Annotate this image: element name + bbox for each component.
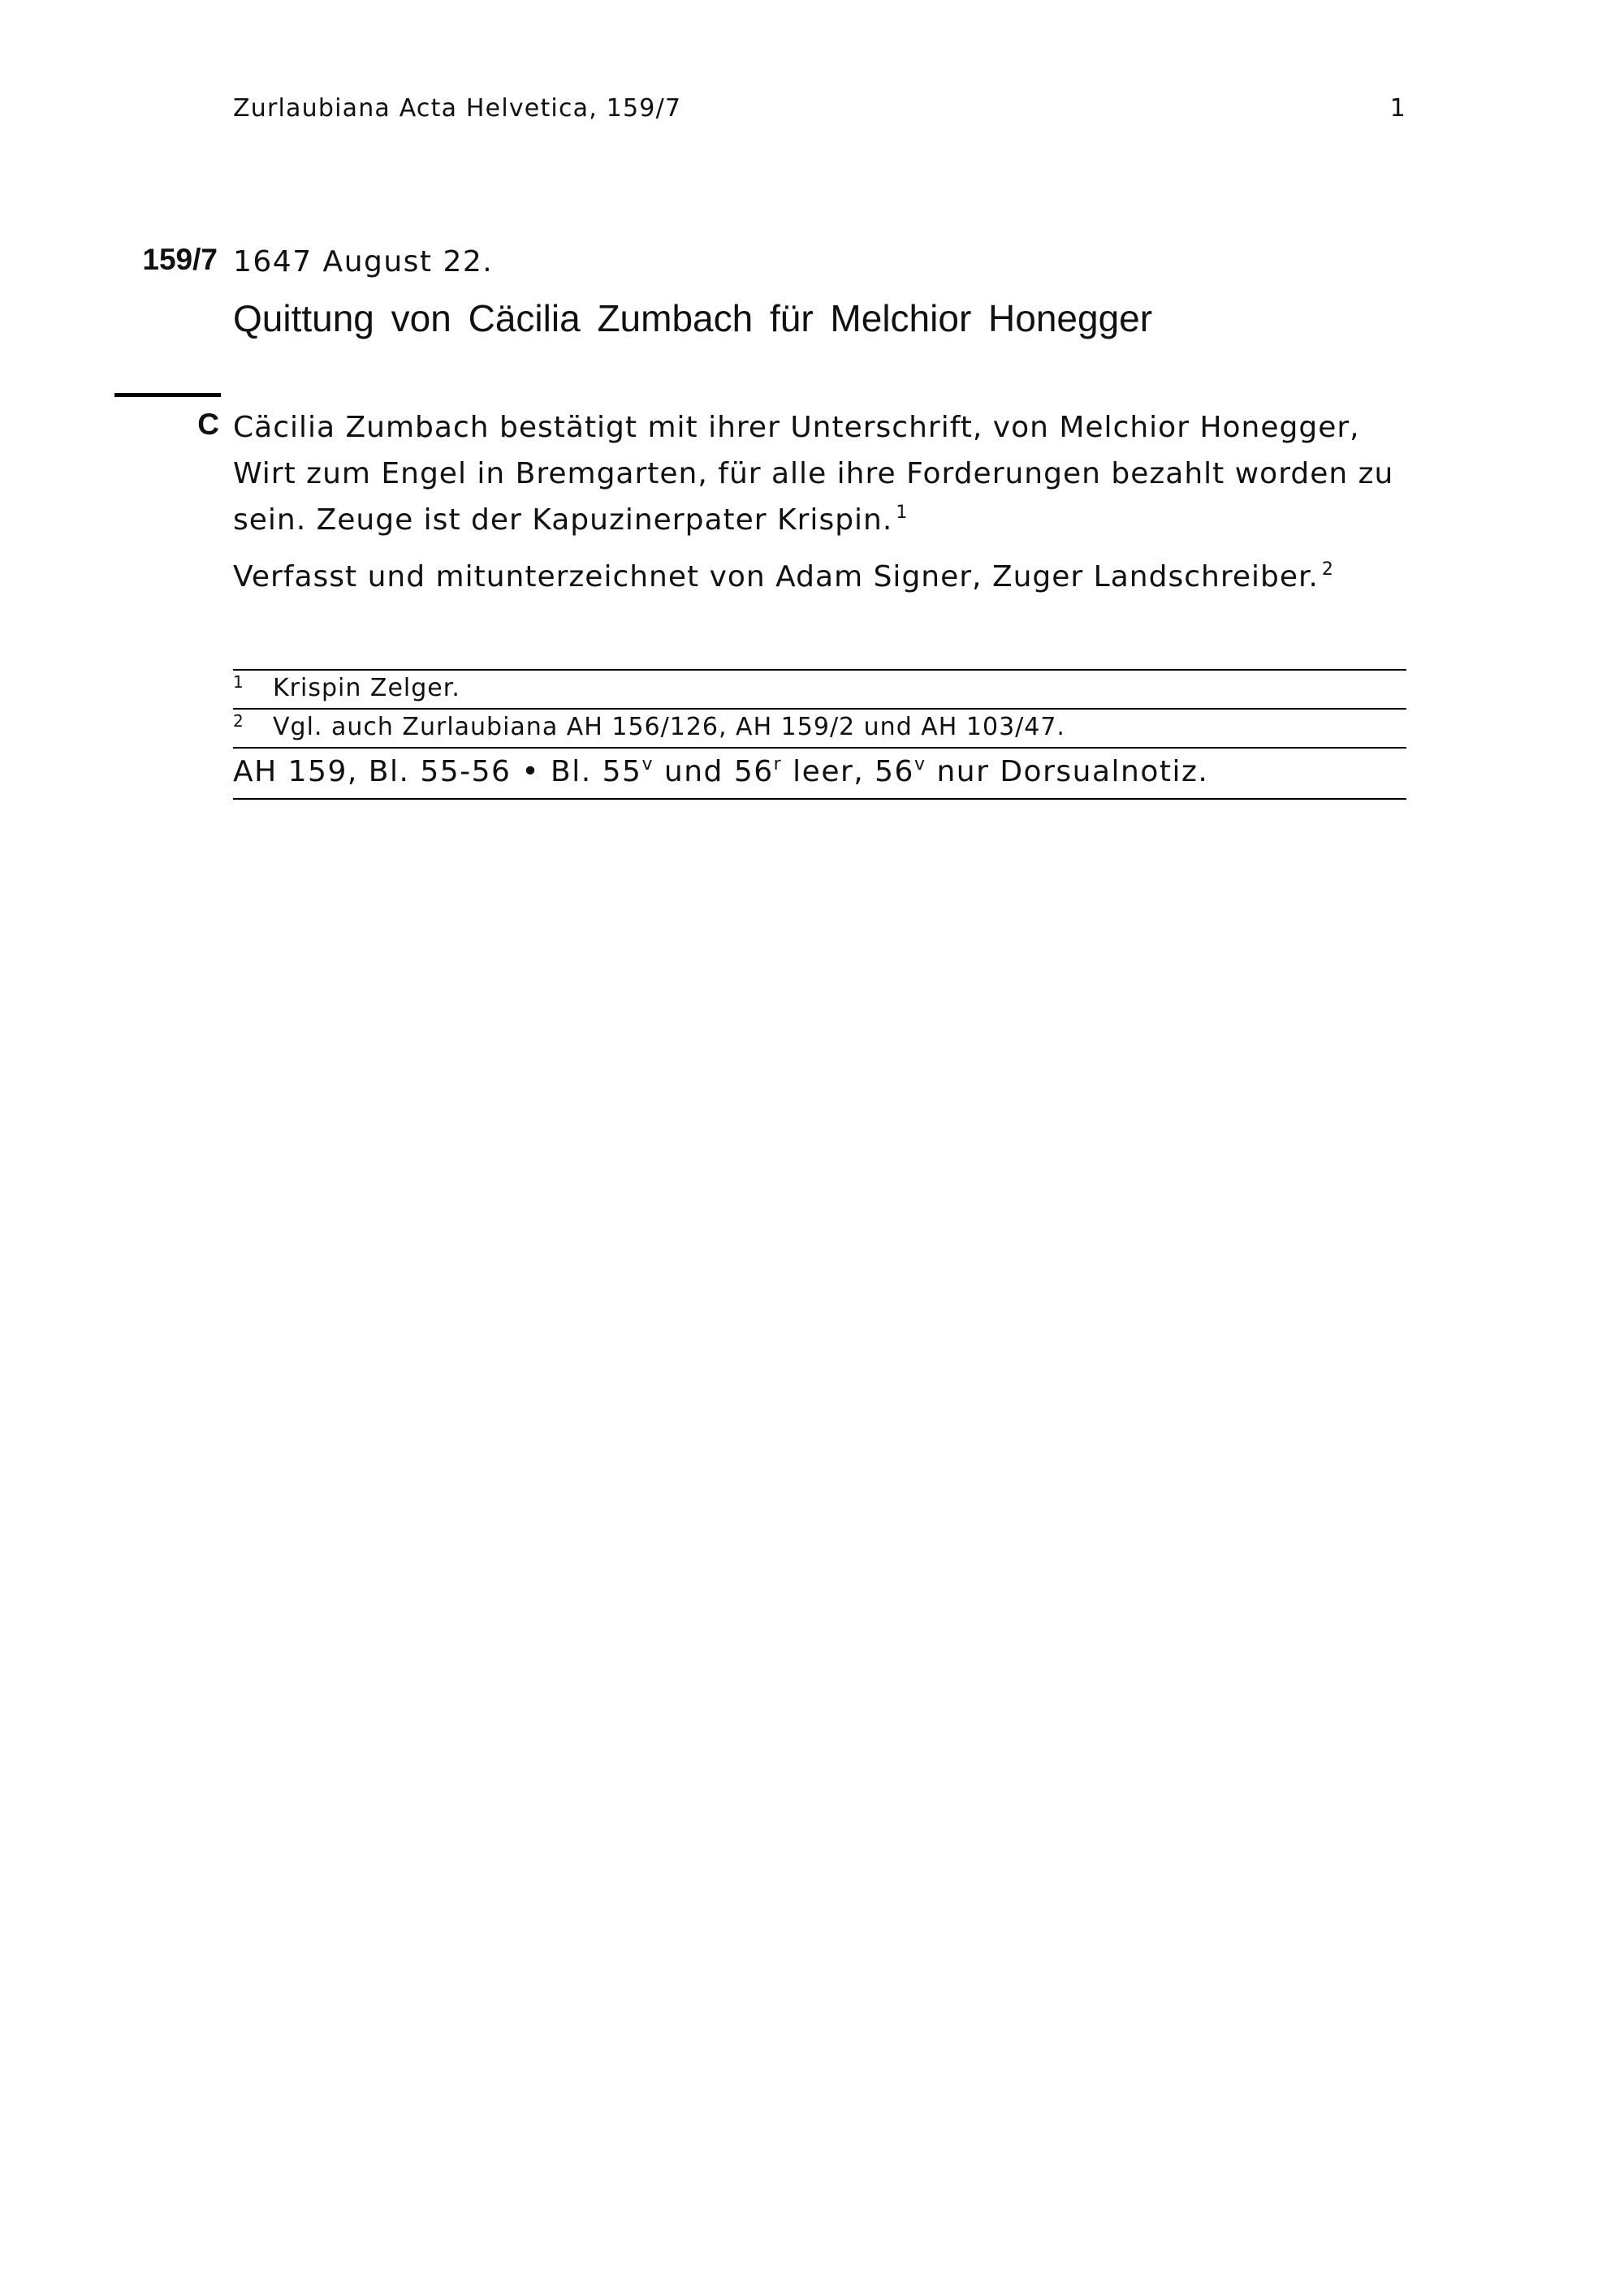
footnote-1 (233, 671, 1406, 708)
regest-text: Cäcilia Zumbach bestätigt mit ihrer Unterschrift, von Melchior Honegger, Wirt zum Engel in Bremgarten, für alle ihre Forderungen bezahlt worden zu sein. Zeuge ist der Kapuzinerpater Krispin. (233, 411, 1394, 537)
footnote-ref-1[interactable]: 1 (896, 503, 909, 523)
document-date: 1647 August 22. (233, 245, 494, 278)
signer-paragraph (233, 554, 1402, 600)
document-title: Quittung von Cäcilia Zumbach für Melchior Honegger (233, 297, 1153, 339)
footnote-number: 2 (233, 711, 244, 731)
record-bottom-rule (233, 798, 1406, 800)
record-folio-side: v (914, 754, 926, 775)
record-part: AH 159, Bl. 55-56 • Bl. 55 (233, 755, 642, 788)
margin-rule (114, 393, 221, 397)
page-number: 1 (1389, 94, 1406, 123)
source-siglum: C (197, 408, 219, 441)
record-part: nur Dorsualnotiz. (926, 755, 1209, 788)
footnote-ref-2[interactable]: 2 (1321, 559, 1334, 580)
running-header (233, 94, 1406, 127)
archival-record-text (233, 755, 1208, 788)
footnote-text: Krispin Zelger. (273, 674, 460, 702)
footnote-2 (233, 710, 1406, 747)
running-title: Zurlaubiana Acta Helvetica, 159/7 (233, 94, 682, 123)
record-part: und 56 (653, 755, 774, 788)
record-folio-side: v (641, 754, 654, 775)
footnote-number: 1 (233, 672, 244, 692)
footnotes-section (233, 669, 1406, 800)
regest-paragraph (233, 404, 1402, 543)
archival-record (233, 749, 1406, 798)
record-folio-side: r (773, 754, 783, 775)
record-part: leer, 56 (782, 755, 914, 788)
footnote-text: Vgl. auch Zurlaubiana AH 156/126, AH 159/2 und AH 103/47. (273, 713, 1065, 741)
signer-text: Verfasst und mitunterzeichnet von Adam Signer, Zuger Landschreiber. (233, 560, 1319, 593)
document-number: 159/7 (142, 243, 218, 276)
